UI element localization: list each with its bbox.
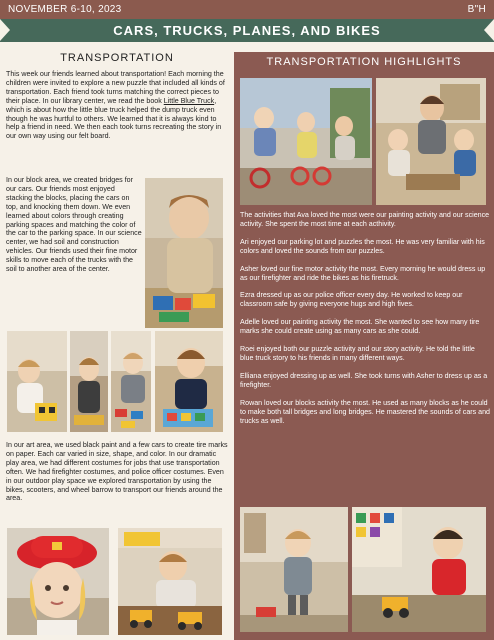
block-area-paragraph: In our block area, we created bridges for our cars. Our friends most enjoyed stacking the blocks, placing the cars on top, and knocking them down. We even learned about colors through creating parking spaces and matching the color of the car to the parking space. In our science center, we had soil and construction vehicles. Our friends used their fine motor skills to move each of the trucks with the soil to another area of the center.	[6, 176, 142, 274]
photo-child-firefighter-hat	[7, 528, 109, 635]
highlight-ava: The activities that Ava loved the most were our painting activity and our science activity. She spent the most time at each acthivity.	[240, 211, 490, 228]
photo-child-with-cars	[111, 331, 151, 432]
photo-child-at-shelf	[70, 331, 108, 432]
highlight-asher: Asher loved our fine motor activity the most. Every morning he would dress up as our firefighter and ride the bikes as his firetruck.	[240, 264, 486, 282]
newsletter-date: NOVEMBER 6-10, 2023	[8, 4, 122, 15]
page-title: CARS, TRUCKS, PLANES, AND BIKES	[0, 19, 494, 42]
photo-child-standing-with-car	[240, 507, 348, 632]
top-bar	[0, 0, 494, 19]
highlight-adelle: Adelle loved our painting activity the most. She wanted to see how many tire marks she could create using as many cars as she could.	[240, 318, 480, 336]
book-title: Little Blue Truck	[163, 96, 215, 105]
photo-child-with-trucks-on-table	[352, 507, 486, 632]
highlights-heading: TRANSPORTATION HIGHLIGHTS	[266, 56, 462, 68]
photo-child-with-puzzle	[155, 331, 223, 432]
photo-child-with-trucks-in-soil	[118, 528, 222, 635]
highlight-elliana: Elliana enjoyed dressing up as well. She took turns with Asher to dress up as a firefighter.	[240, 371, 488, 389]
art-area-paragraph: In our art area, we used black paint and a few cars to create tire marks on paper. Each car varied in size, shape, and color. In our dramatic play area, we had different costumes for jobs that use transportation often. We had firefighter costumes, and police officer costumes. Even in our outdoor play space we explored transportation by using the bikes, scooters, and wheel barrow to transport our friends around the area.	[6, 441, 228, 503]
room-label: B"H	[467, 4, 486, 15]
highlight-rowan: Rowan loved our blocks activity the most. He used as many blocks as he could to make both tall bridges and long bridges. He mastered the sounds of cars and trucks as well.	[240, 398, 491, 425]
photo-classroom-activity	[376, 78, 486, 205]
highlight-ezra: Ezra dressed up as our police officer every day. He worked to keep our classroom safe by giving everyone hugs and high fives.	[240, 291, 463, 309]
highlight-roei: Roei enjoyed both our puzzle activity and our story activity. He told the little blue truck story to his friends in many different ways.	[240, 345, 475, 362]
photo-child-on-floor	[7, 331, 67, 432]
transportation-heading: TRANSPORTATION	[60, 52, 174, 64]
highlight-ari: Ari enjoyed our parking lot and puzzles the most. He was very familiar with his colors and loved the sounds from our puzzles.	[240, 237, 485, 255]
highlights-list	[240, 211, 490, 434]
photo-child-with-blocks	[145, 178, 223, 328]
intro-paragraph: This week our friends learned about transportation! Each morning the children were invited to explore a new puzzle that included all kinds of transportation. Each friend took turns matching the correct pieces to their place. In our library center, we read the book Little Blue Truck, which is about how the little blue truck helped the dump truck even though he was hurtful to others. We learned that it is always kind to help a friend in need. We then each took turns recreating the story in our own way using our felt board.	[6, 70, 225, 141]
photo-children-on-bikes	[240, 78, 372, 205]
